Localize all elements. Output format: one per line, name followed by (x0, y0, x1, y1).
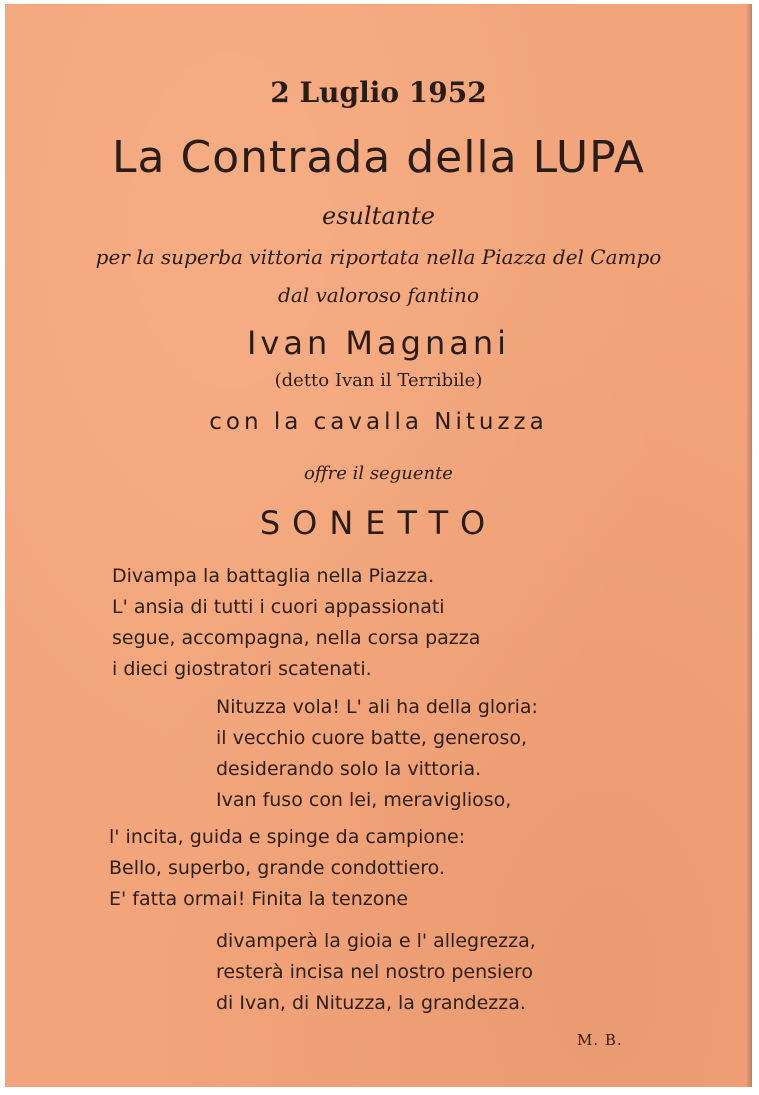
subtitle-victory: per la superba vittoria riportata nella Piazza del Campo (95, 245, 662, 269)
verse-line: di Ivan, di Nituzza, la grandezza. (216, 992, 526, 1014)
poster-sheet (5, 4, 752, 1087)
verse-line: Ivan fuso con lei, meraviglioso, (216, 789, 512, 811)
horse-line: con la cavalla Nituzza (209, 409, 548, 435)
poster-title: La Contrada della LUPA (112, 132, 645, 183)
poem-title: SONETTO (259, 504, 498, 542)
subtitle-jockey: dal valoroso fantino (278, 283, 479, 307)
rider-name: Ivan Magnani (246, 324, 511, 362)
stanza-2 (216, 692, 538, 816)
verse-line: i dieci giostratori scatenati. (112, 658, 372, 680)
verse-line: L' ansia di tutti i cuori appassionati (112, 596, 445, 618)
stanza-4 (216, 926, 536, 1019)
poster-date: 2 Luglio 1952 (270, 76, 487, 109)
verse-line: resterà incisa nel nostro pensiero (216, 961, 534, 983)
subtitle-esultante: esultante (322, 202, 435, 230)
verse-line: Divampa la battaglia nella Piazza. (112, 565, 435, 587)
verse-line: E' fatta ormai! Finita la tenzone (109, 888, 409, 910)
verse-line: Bello, superbo, grande condottiero. (109, 857, 445, 879)
verse-line: desiderando solo la vittoria. (216, 758, 482, 780)
rider-nickname: (detto Ivan il Terribile) (274, 370, 483, 391)
verse-line: segue, accompagna, nella corsa pazza (112, 627, 481, 649)
offer-line: offre il seguente (304, 463, 453, 484)
stanza-3 (109, 822, 465, 915)
verse-line: l' incita, guida e spinge da campione: (109, 826, 466, 848)
author-signature: M. B. (577, 1031, 623, 1049)
verse-line: Nituzza vola! L' ali ha della gloria: (216, 696, 538, 718)
verse-line: divamperà la gioia e l' allegrezza, (216, 930, 536, 952)
stanza-1 (112, 561, 480, 685)
verse-line: il vecchio cuore batte, generoso, (216, 727, 528, 749)
